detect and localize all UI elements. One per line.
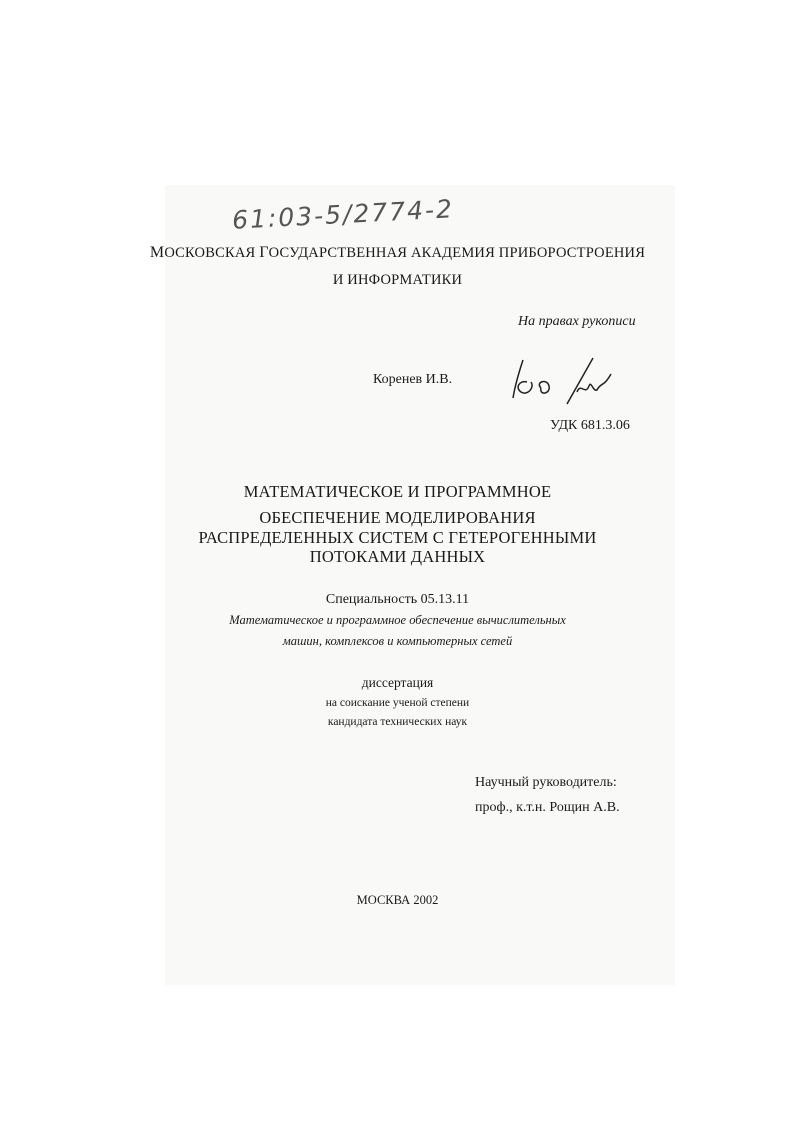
degree-line1: на соискание ученой степени bbox=[325, 697, 470, 709]
institution-name-line2: И ИНФОРМАТИКИ bbox=[332, 272, 463, 288]
advisor-label: Научный руководитель: bbox=[475, 775, 617, 790]
city-year: МОСКВА 2002 bbox=[356, 893, 439, 907]
specialty-description-line2: машин, комплексов и компьютерных сетей bbox=[282, 634, 513, 648]
author-signature bbox=[505, 352, 615, 412]
dissertation-type: диссертация bbox=[361, 675, 434, 690]
specialty-label: Специальность 05.13.11 bbox=[325, 592, 470, 607]
specialty-description-line1: Математическое и программное обеспечение вычислительных bbox=[229, 613, 566, 627]
title-line-4: ПОТОКАМИ ДАННЫХ bbox=[309, 547, 486, 566]
advisor-name: проф., к.т.н. Рощин А.В. bbox=[475, 800, 620, 815]
institution-name-line1: МОСКОВСКАЯ ГОСУДАРСТВЕННАЯ АКАДЕМИЯ ПРИБОРОСТРОЕНИЯ bbox=[149, 244, 646, 261]
udk-code: УДК 681.3.06 bbox=[550, 418, 630, 433]
title-line-2: ОБЕСПЕЧЕНИЕ МОДЕЛИРОВАНИЯ bbox=[259, 508, 536, 527]
rights-note: На правах рукописи bbox=[518, 314, 636, 329]
author-name: Коренев И.В. bbox=[373, 372, 453, 387]
title-line-1: МАТЕМАТИЧЕСКОЕ И ПРОГРАММНОЕ bbox=[243, 482, 552, 501]
title-line-3: РАСПРЕДЕЛЕННЫХ СИСТЕМ С ГЕТЕРОГЕННЫМИ bbox=[198, 528, 597, 547]
scanned-page-area bbox=[165, 185, 675, 985]
degree-line2: кандидата технических наук bbox=[327, 716, 468, 728]
archive-code-handwritten: 61:03-5/2774-2 bbox=[231, 194, 455, 235]
